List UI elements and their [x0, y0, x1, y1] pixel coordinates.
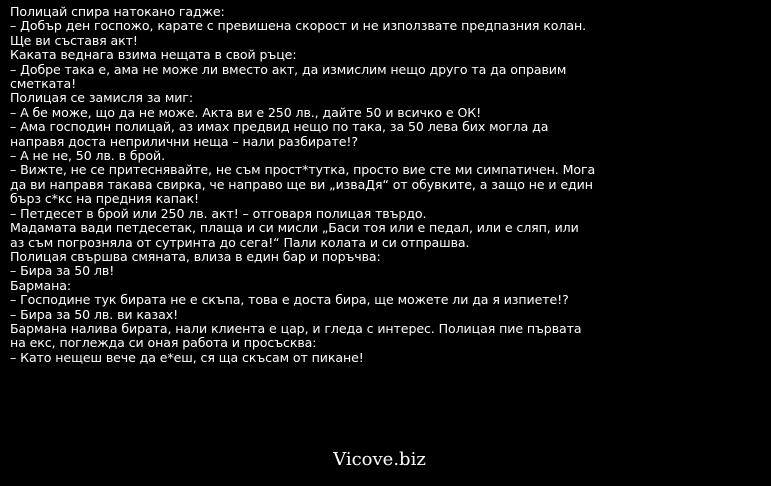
joke-text [10, 5, 765, 365]
joke-line: – Вижте, не се притеснявайте, не съм прост*тутка, просто вие сте ми симпатичен. Мога [10, 162, 596, 178]
joke-line: – Като нещеш вече да е*еш, ся ща скъсам от пикане! [10, 349, 364, 365]
joke-line: бърз с*кс на предния капак! [10, 191, 199, 207]
site-watermark: Vicove.biz [333, 449, 426, 470]
joke-line: Полицая свършва смяната, влиза в един бар и поръчва: [10, 248, 381, 264]
joke-line: – Ама господин полицай, аз имах предвид нещо по така, за 50 лева бих могла да [10, 119, 549, 135]
joke-line: на екс, поглежда си оная работа и просъсква: [10, 335, 317, 351]
joke-line: Полицай спира натокано гадже: [10, 4, 225, 19]
joke-line: – Петдесет в брой или 250 лв. акт! – отговаря полицая твърдо. [10, 205, 427, 221]
joke-line: Мадамата вади петдесетак, плаща и си мисли „Баси тоя или е педал, или е сляп, или [10, 220, 579, 236]
joke-line: – Добър ден госпожо, карате с превишена скорост и не използвате предпазния колан. [10, 18, 587, 34]
joke-line: Ще ви съставя акт! [10, 32, 138, 48]
joke-line: – А бе може, що да не може. Акта ви е 250 лв., дайте 50 и всичко е ОК! [10, 104, 482, 120]
joke-line: аз съм погрозняла от сутринта до сега!“ Пали колата и си отпрашва. [10, 234, 470, 250]
joke-line: – Добре така е, ама не може ли вместо акт, да измислим нещо друго та да оправим [10, 61, 567, 77]
joke-line: Каката веднага взима нещата в свой ръце: [10, 47, 297, 63]
joke-line: Бармана: [10, 277, 71, 293]
joke-line: – А не не, 50 лв. в брой. [10, 148, 165, 164]
joke-line: направя доста неприлични неща – нали разбирате!? [10, 133, 358, 149]
joke-line: – Бира за 50 лв. ви казах! [10, 306, 179, 322]
joke-line: – Господине тук бирата не е скъпа, това е доста бира, ще можете ли да я изпиете!? [10, 292, 569, 308]
joke-line: да ви направя такава свирка, че направо ще ви „изваДя“ от обувките, а защо не и един [10, 176, 593, 192]
joke-line: – Бира за 50 лв! [10, 263, 115, 279]
joke-line: Полицая се замисля за миг: [10, 90, 193, 106]
joke-line: Бармана налива бирата, нали клиента е цар, и гледа с интерес. Полицая пие първата [10, 320, 582, 336]
joke-line: сметката! [10, 76, 77, 92]
